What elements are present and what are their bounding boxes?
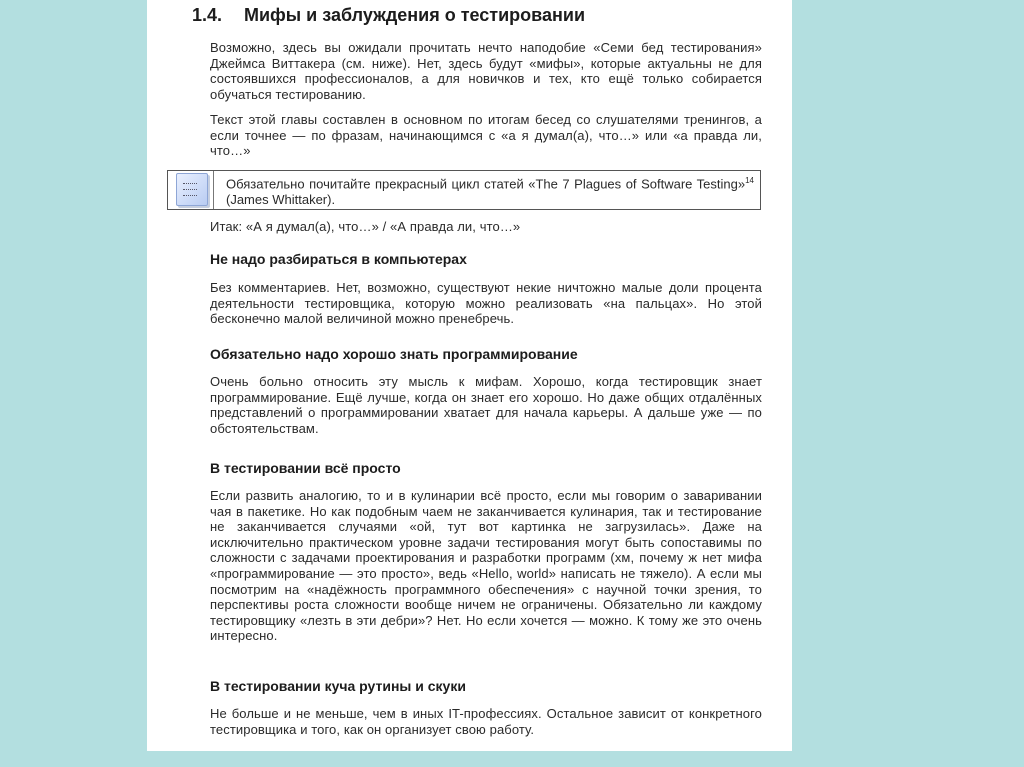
- document-note-icon: [176, 173, 208, 206]
- note-icon-cell: [168, 171, 214, 209]
- note-main-text: Обязательно почитайте прекрасный цикл статей «The 7 Plagues of Software Testing»: [226, 176, 746, 192]
- section-2-title: Обязательно надо хорошо знать программирование: [210, 346, 578, 362]
- section-2-text: Очень больно относить эту мысль к мифам. Хорошо, когда тестировщик знает программирование. Ещё лучше, когда он знает его хорошо. Но даже общих отдалённых представлений о программировании хватает для начала карьеры. А дальше уже — по обстоятельствам.: [210, 374, 762, 436]
- note-author: (James Whittaker).: [226, 192, 336, 208]
- section-3-title: В тестировании всё просто: [210, 460, 401, 476]
- note-text: [226, 173, 754, 208]
- section-number: 1.4.: [192, 5, 223, 25]
- note-box: [167, 170, 761, 210]
- intro-paragraph-1: Возможно, здесь вы ожидали прочитать нечто наподобие «Семи бед тестирования» Джеймса Виттакера (см. ниже). Нет, здесь будут «мифы», которые актуальны не для состоявшихся профессионалов, а для новичков и тех, кто ещё только собирается обучаться тестированию.: [210, 40, 762, 102]
- section-4-text: Не больше и не меньше, чем в иных IT-профессиях. Остальное зависит от конкретного тестировщика и того, как он организует свою работу.: [210, 706, 762, 737]
- footnote-mark: 14: [745, 176, 754, 185]
- document-page: [147, 0, 792, 751]
- section-heading: [192, 5, 585, 26]
- section-3-text: Если развить аналогию, то и в кулинарии всё просто, если мы говорим о заваривании чая в пакетике. Но как подобным чаем не заканчивается кулинария, так и тестирование не заканчивается случаями «ой, тут вот картинка не загрузилась». Даже на исключительно практическом уровне задачи тестирования могут быть сопоставимы по сложности с задачами проектирования и разработки программ (хм, почему ж нет мифа «программирование — это просто», ведь «Hello, world» написать не тяжело). А если мы посмотрим на «надёжность программного обеспечения» с научной точки зрения, то перспективы роста сложности вообще ничем не ограничены. Обязательно ли каждому тестировщику «лезть в эти дебри»? Нет. Но если хочется — можно. К тому же это очень интересно.: [210, 488, 762, 644]
- intro-paragraph-2: Текст этой главы составлен в основном по итогам бесед со слушателями тренингов, а если точнее — по фразам, начинающимся с «а я думал(а), что…» или «а правда ли, что…»: [210, 112, 762, 159]
- section-1-title: Не надо разбираться в компьютерах: [210, 251, 467, 267]
- section-4-title: В тестировании куча рутины и скуки: [210, 678, 466, 694]
- so-line: Итак: «А я думал(а), что…» / «А правда ли, что…»: [210, 219, 521, 234]
- section-1-text: Без комментариев. Нет, возможно, существуют некие ничтожно малые доли процента деятельности тестировщика, которую можно реализовать «на пальцах». Но этой бесконечно малой величиной можно пренебречь.: [210, 280, 762, 327]
- section-title: Мифы и заблуждения о тестировании: [244, 5, 586, 25]
